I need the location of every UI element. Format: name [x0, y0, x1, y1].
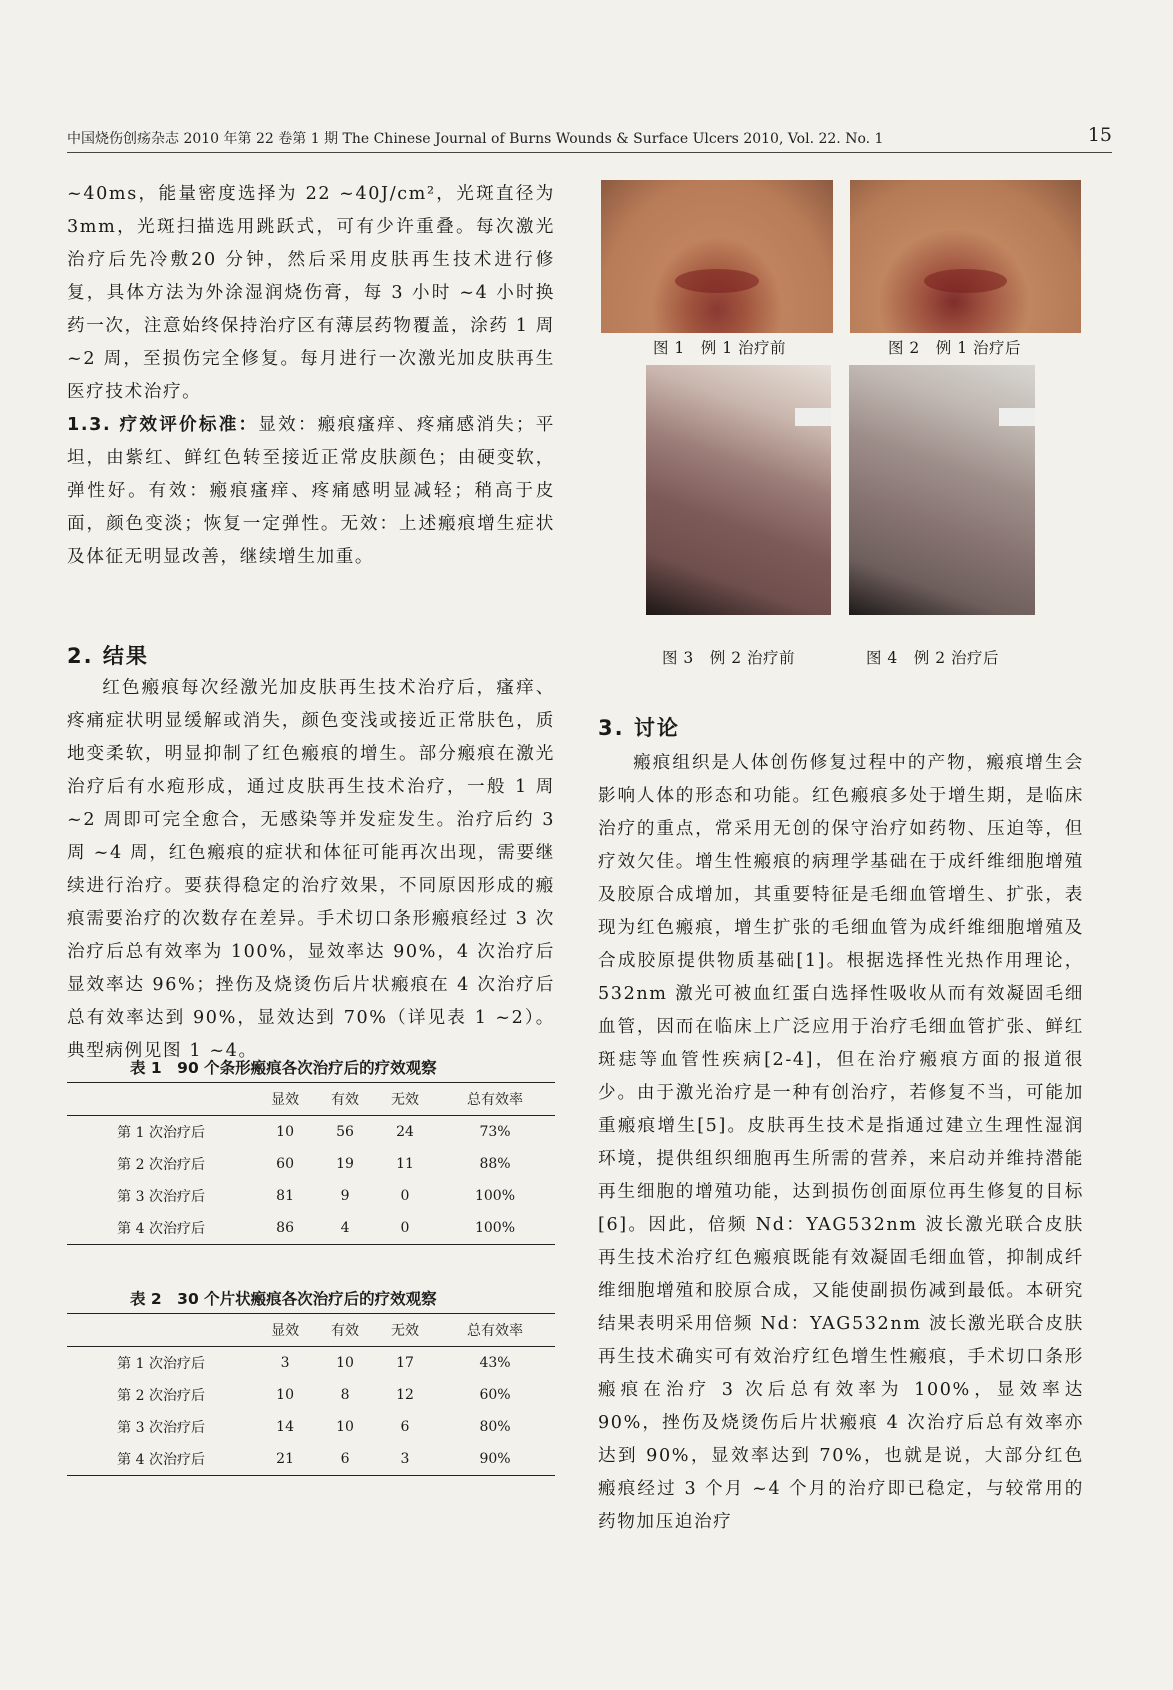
discussion-paragraph: 瘢痕组织是人体创伤修复过程中的产物，瘢痕增生会影响人体的形态和功能。红色瘢痕多处于增生期，是临床治疗的重点，常采用无创的保守治疗如药物、压迫等，但疗效欠佳。增生性瘢痕的病理学基础在于成纤维细胞增殖及胶原合成增加，其重要特征是毛细血管增生、扩张，表现为红色瘢痕，增生扩张的毛细血管为成纤维细胞增殖及合成胶原提供物质基础[1]。根据选择性光热作用理论，532nm 激光可被血红蛋白选择性吸收从而有效凝固毛细血管，因而在临床上广泛应用于治疗毛细血管扩张、鲜红斑痣等血管性疾病[2-4]，但在治疗瘢痕方面的报道很少。由于激光治疗是一种有创治疗，若修复不当，可能加重瘢痕增生[5]。皮肤再生技术是指通过建立生理性湿润环境，提供组织细胞再生所需的营养，来启动并维持潜能再生细胞的增殖功能，达到损伤创面原位再生修复的目标[6]。因此，倍频 Nd：YAG532nm 波长激光联合皮肤再生技术治疗红色瘢痕既能有效凝固毛细血管，抑制成纤维细胞增殖和胶原合成，又能使副损伤减到最低。本研究结果表明采用倍频 Nd：YAG532nm 波长激光联合皮肤再生技术确实可有效治疗红色增生性瘢痕，手术切口条形瘢痕在治疗 3 次后总有效率为 100%，显效率达 90%，挫伤及烧烫伤后片状瘢痕 4 次治疗后总有效率亦达到 90%，显效率达到 70%，也就是说，大部分红色瘢痕经过 3 个月 ~4 个月的治疗即已稳定，与较常用的药物加压迫治疗 — [598, 753, 1084, 1532]
table-cell: 12 — [396, 1387, 414, 1403]
table-cell: 88% — [479, 1156, 511, 1172]
table-row — [67, 1148, 555, 1180]
discussion-section — [598, 747, 1084, 1539]
table-cell: 90% — [435, 1443, 555, 1476]
figure-1-caption: 图 1 例 1 治疗前 — [653, 339, 787, 357]
table-cell: 100% — [474, 1188, 516, 1204]
table-cell: 21 — [255, 1443, 315, 1476]
methods-paragraph: ~40ms，能量密度选择为 22 ~40J/cm²，光斑直径为3mm，光斑扫描选用跳跃式，可有少许重叠。每次激光治疗后先冷敷20 分钟，然后采用皮肤再生技术进行修复，具体方法为外涂湿润烧伤膏，每 3 小时 ~4 小时换药一次，注意始终保持治疗区有薄层药物覆盖，涂药 1 周 ~2 周，至损伤完全修复。每月进行一次激光加皮肤再生医疗技术治疗。 — [67, 184, 555, 402]
criteria-paragraph — [67, 409, 555, 574]
table-header-cell: 显效 — [255, 1083, 315, 1116]
table-header-cell: 总有效率 — [435, 1314, 555, 1347]
table-header-cell — [67, 1314, 255, 1347]
table2-title: 表 2 30 个片状瘢痕各次治疗后的疗效观察 — [130, 1290, 437, 1308]
table-cell: 10 — [336, 1419, 354, 1435]
table-cell: 43% — [479, 1355, 511, 1371]
results-heading: 2. 结果 — [67, 644, 149, 668]
journal-header: 中国烧伤创疡杂志 2010 年第 22 卷第 1 期 The Chinese Journal of Burns Wounds & Surface Ulcers 2010, Vol. 22. No. 1 — [67, 131, 884, 147]
row-label: 第 4 次治疗后 — [67, 1443, 255, 1476]
figure-4-caption: 图 4 例 2 治疗后 — [866, 649, 1000, 667]
table-cell: 3 — [375, 1443, 435, 1476]
table-row — [67, 1116, 555, 1149]
row-label: 第 2 次治疗后 — [117, 1388, 205, 1404]
row-label: 第 4 次治疗后 — [67, 1212, 255, 1245]
criteria-label: 1.3. 疗效评价标准： — [67, 415, 259, 435]
methods-column — [67, 178, 555, 574]
table-cell: 73% — [479, 1124, 511, 1140]
table2 — [67, 1313, 555, 1476]
header-rule — [67, 152, 1112, 153]
table-cell: 81 — [276, 1188, 294, 1204]
figure-3-caption: 图 3 例 2 治疗前 — [662, 649, 796, 667]
row-label: 第 1 次治疗后 — [117, 1356, 205, 1372]
table-cell: 17 — [396, 1355, 414, 1371]
table-header-cell: 无效 — [375, 1314, 435, 1347]
table-cell: 9 — [340, 1188, 350, 1204]
table-cell: 3 — [280, 1355, 290, 1371]
figure-2-caption: 图 2 例 1 治疗后 — [888, 339, 1022, 357]
table-cell: 10 — [336, 1355, 354, 1371]
figure-1-photo — [601, 180, 833, 333]
criteria-text: 显效：瘢痕瘙痒、疼痛感消失；平坦，由紫红、鲜红色转至接近正常皮肤颜色；由硬变软，弹性好。有效：瘢痕瘙痒、疼痛感明显减轻；稍高于皮面，颜色变淡；恢复一定弹性。无效：上述瘢痕增生症状及体征无明显改善，继续增生加重。 — [67, 415, 555, 567]
table-cell: 80% — [479, 1419, 511, 1435]
figure-2-photo — [850, 180, 1081, 333]
table-cell: 19 — [336, 1156, 354, 1172]
results-paragraph: 红色瘢痕每次经激光加皮肤再生技术治疗后，瘙痒、疼痛症状明显缓解或消失，颜色变浅或接近正常肤色，质地变柔软，明显抑制了红色瘢痕的增生。部分瘢痕在激光治疗后有水疱形成，通过皮肤再生技术治疗，一般 1 周 ~2 周即可完全愈合，无感染等并发症发生。治疗后约 3 周 ~4 周，红色瘢痕的症状和体征可能再次出现，需要继续进行治疗。要获得稳定的治疗效果，不同原因形成的瘢痕需要治疗的次数存在差异。手术切口条形瘢痕经过 3 次治疗后总有效率为 100%，显效率达 90%，4 次治疗后显效率达 96%；挫伤及烧烫伤后片状瘢痕在 4 次治疗后总有效率达到 90%，显效达到 70%（详见表 1 ~2）。典型病例见图 1 ~4。 — [67, 678, 555, 1061]
table-cell: 14 — [276, 1419, 294, 1435]
table-row — [67, 1212, 555, 1245]
row-label: 第 2 次治疗后 — [117, 1157, 205, 1173]
table-header-cell — [67, 1083, 255, 1116]
table-header-cell: 无效 — [375, 1083, 435, 1116]
table-header-cell: 显效 — [255, 1314, 315, 1347]
table-header-cell: 总有效率 — [435, 1083, 555, 1116]
table-cell: 10 — [276, 1124, 294, 1140]
table-cell: 60 — [276, 1156, 294, 1172]
discussion-heading: 3. 讨论 — [598, 716, 680, 740]
row-label: 第 1 次治疗后 — [117, 1125, 205, 1141]
table-row — [67, 1180, 555, 1212]
figure-3-photo — [646, 365, 831, 615]
table-cell: 11 — [396, 1156, 414, 1172]
table-header-cell: 有效 — [315, 1314, 375, 1347]
figure-4-photo — [849, 365, 1035, 615]
row-label: 第 3 次治疗后 — [117, 1189, 205, 1205]
table-header-cell: 有效 — [315, 1083, 375, 1116]
table-row — [67, 1379, 555, 1411]
table-row — [67, 1411, 555, 1443]
table-cell: 100% — [435, 1212, 555, 1245]
table-cell: 60% — [479, 1387, 511, 1403]
table-row — [67, 1443, 555, 1476]
table-cell: 6 — [400, 1419, 410, 1435]
page-number: 15 — [1087, 124, 1112, 146]
table-cell: 8 — [340, 1387, 350, 1403]
table1-title: 表 1 90 个条形瘢痕各次治疗后的疗效观察 — [130, 1059, 437, 1077]
row-label: 第 3 次治疗后 — [117, 1420, 205, 1436]
table1 — [67, 1082, 555, 1245]
table-cell: 4 — [315, 1212, 375, 1245]
table-cell: 0 — [400, 1188, 410, 1204]
table-cell: 10 — [276, 1387, 294, 1403]
results-section — [67, 672, 555, 1068]
running-header — [67, 124, 1112, 148]
table-cell: 86 — [255, 1212, 315, 1245]
table-cell: 24 — [396, 1124, 414, 1140]
table-cell: 6 — [315, 1443, 375, 1476]
table-cell: 56 — [336, 1124, 354, 1140]
table-row — [67, 1347, 555, 1380]
table-cell: 0 — [375, 1212, 435, 1245]
